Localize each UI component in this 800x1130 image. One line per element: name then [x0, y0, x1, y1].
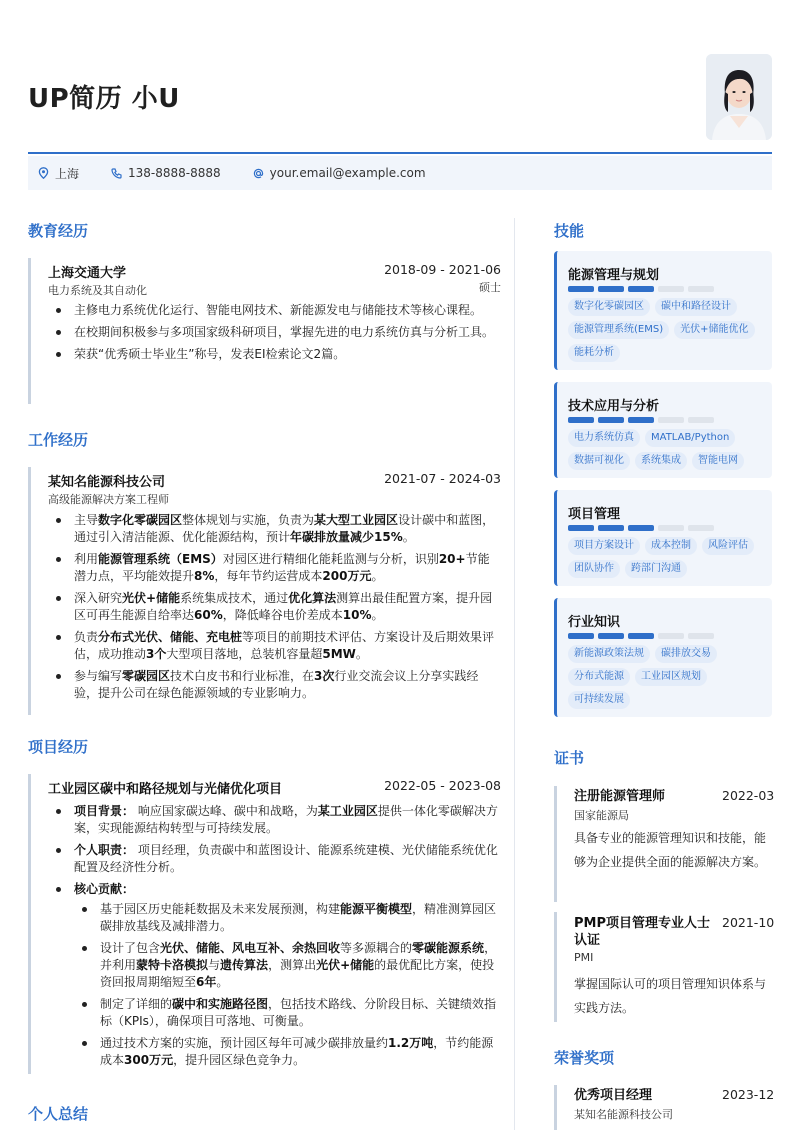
skill-level-segment	[598, 525, 624, 531]
project-background: 项目背景： 响应国家碳达峰、碳中和战略，为某工业园区提供一体化零碳解决方案，实现能源结构转型与可持续发展。	[48, 803, 501, 837]
project-contrib-item: 通过技术方案的实施，预计园区每年可减少碳排放量约1.2万吨，节约能源成本300万元，提升园区绿色竞争力。	[74, 1035, 501, 1069]
skill-tag: 系统集成	[635, 452, 687, 470]
project-entry-bar	[28, 774, 31, 1074]
skill-level-bars	[568, 525, 718, 531]
education-bullet: 主修电力系统优化运行、智能电网技术、新能源发电与储能技术等核心课程。	[48, 302, 501, 319]
project-title: 工业园区碳中和路径规划与光储优化项目	[48, 782, 283, 797]
skill-tag: 工业园区规划	[635, 668, 707, 686]
skill-tags	[568, 429, 768, 475]
skill-tag: 风险评估	[702, 537, 754, 555]
skill-tags	[568, 645, 768, 714]
certificate-desc: 掌握国际认可的项目管理知识体系与实践方法。	[574, 977, 767, 1015]
certificate-title: PMP项目管理专业人士认证	[574, 916, 710, 948]
project-contrib-label: 核心贡献：	[74, 882, 135, 896]
skill-tags	[568, 298, 768, 367]
avatar	[706, 54, 772, 140]
skill-card	[554, 382, 772, 478]
work-bullet: 负责分布式光伏、储能、充电桩等项目的前期技术评估、方案设计及后期效果评估，成功推动3个大型项目落地，总装机容量超5MW。	[48, 629, 501, 663]
skill-card	[554, 490, 772, 586]
resume-name: UP简历 小U	[28, 84, 180, 114]
skill-tag: 智能电网	[692, 452, 744, 470]
education-degree: 硕士	[479, 281, 501, 294]
skill-tags	[568, 537, 768, 583]
skill-tag: 成本控制	[645, 537, 697, 555]
work-date: 2021-07 - 2024-03	[384, 471, 501, 486]
certificate-desc: 具备专业的能源管理知识和技能，能够为企业提供全面的能源解决方案。	[574, 831, 767, 869]
project-bullets	[48, 803, 501, 1074]
section-title-summary: 个人总结	[28, 1105, 89, 1123]
skill-tag: MATLAB/Python	[645, 429, 735, 447]
skill-level-segment	[658, 286, 684, 292]
award-date: 2023-12	[722, 1087, 775, 1102]
work-bullet: 深入研究光伏+储能系统集成技术，通过优化算法测算出最佳配置方案，提升园区可再生能源自给率达60%，降低峰谷电价差成本10%。	[48, 590, 501, 624]
contact-email[interactable]	[253, 166, 426, 180]
contact-location	[38, 165, 79, 182]
contact-bar	[28, 156, 772, 190]
project-contrib-item: 基于园区历史能耗数据及未来发展预测，构建能源平衡模型，精准测算园区碳排放基线及减排潜力。	[74, 901, 501, 935]
skill-tag: 分布式能源	[568, 668, 630, 686]
award-org: 某知名能源科技公司	[574, 1108, 673, 1121]
skill-tag: 数据可视化	[568, 452, 630, 470]
work-entry-bar	[28, 467, 31, 715]
project-contrib-item: 设计了包含光伏、储能、风电互补、余热回收等多源耦合的零碳能源系统，并利用蒙特卡洛模拟与遗传算法，测算出光伏+储能的最优配比方案，使投资回报周期缩短至6年。	[74, 940, 501, 991]
skill-level-segment	[568, 525, 594, 531]
skill-level-segment	[658, 525, 684, 531]
skill-level-bars	[568, 286, 718, 292]
skill-level-segment	[628, 286, 654, 292]
skill-level-segment	[628, 633, 654, 639]
section-title-project: 项目经历	[28, 738, 89, 756]
skill-level-segment	[568, 286, 594, 292]
skill-tag: 可持续发展	[568, 691, 630, 709]
skill-level-segment	[688, 525, 714, 531]
skill-level-segment	[568, 417, 594, 423]
skill-level-segment	[628, 525, 654, 531]
certificate-bar	[554, 786, 557, 902]
education-entry-bar	[28, 258, 31, 404]
phone-icon	[111, 168, 122, 179]
skill-tag: 光伏+储能优化	[674, 321, 754, 339]
skill-tag: 碳排放交易	[655, 645, 717, 663]
certificate-bar	[554, 912, 557, 1022]
work-company: 某知名能源科技公司	[48, 475, 166, 490]
section-title-education: 教育经历	[28, 222, 89, 240]
skill-card	[554, 598, 772, 717]
project-contrib-list	[74, 901, 501, 1069]
education-bullet: 荣获“优秀硕士毕业生”称号，发表EI检索论文2篇。	[48, 346, 501, 363]
section-title-skills: 技能	[554, 222, 585, 240]
skill-tag: 新能源政策法规	[568, 645, 650, 663]
contact-email-text: your.email@example.com	[269, 166, 426, 180]
work-role: 高级能源解决方案工程师	[48, 493, 169, 506]
skill-tag: 碳中和路径设计	[655, 298, 737, 316]
education-school: 上海交通大学	[48, 266, 127, 281]
skill-level-segment	[598, 633, 624, 639]
section-title-certificates: 证书	[554, 749, 585, 767]
skill-tag: 项目方案设计	[568, 537, 640, 555]
certificate-org: PMI	[574, 951, 594, 964]
skill-card-title: 能源管理与规划	[568, 268, 660, 283]
skill-level-segment	[658, 633, 684, 639]
skill-tag: 电力系统仿真	[568, 429, 640, 447]
education-bullets	[48, 302, 501, 368]
award-bar	[554, 1085, 557, 1130]
project-contrib-item: 制定了详细的碳中和实施路径图，包括技术路线、分阶段目标、关键绩效指标（KPIs），确保项目可落地、可衡量。	[74, 996, 501, 1030]
certificate-title: 注册能源管理师	[574, 789, 666, 804]
certificate-date: 2022-03	[722, 788, 775, 803]
skill-level-segment	[688, 417, 714, 423]
section-title-work: 工作经历	[28, 431, 89, 449]
skill-tag: 能耗分析	[568, 344, 620, 362]
education-bullet: 在校期间积极参与多项国家级科研项目，掌握先进的电力系统仿真与分析工具。	[48, 324, 501, 341]
skill-level-segment	[658, 417, 684, 423]
skill-tag: 数字化零碳园区	[568, 298, 650, 316]
at-sign-icon	[253, 168, 264, 179]
certificate-org: 国家能源局	[574, 809, 629, 822]
skill-card-title: 项目管理	[568, 507, 621, 522]
project-duty: 个人职责： 项目经理，负责碳中和蓝图设计、能源系统建模、光伏储能系统优化配置及经济性分析。	[48, 842, 501, 876]
skill-tag: 能源管理系统(EMS)	[568, 321, 669, 339]
project-contributions	[48, 881, 501, 1069]
skill-level-segment	[688, 633, 714, 639]
certificate-date: 2021-10	[722, 915, 775, 930]
header-divider	[28, 152, 772, 154]
skill-level-segment	[598, 417, 624, 423]
location-pin-icon	[38, 167, 49, 179]
work-bullet: 主导数字化零碳园区整体规划与实施，负责为某大型工业园区设计碳中和蓝图，通过引入清洁能源、优化能源结构，预计年碳排放量减少15%。	[48, 512, 501, 546]
contact-location-text: 上海	[55, 166, 80, 181]
skill-card	[554, 251, 772, 370]
work-bullet: 利用能源管理系统（EMS）对园区进行精细化能耗监测与分析，识别20+节能潜力点，平均能效提升8%，每年节约运营成本200万元。	[48, 551, 501, 585]
skill-level-segment	[568, 633, 594, 639]
education-major: 电力系统及其自动化	[48, 284, 147, 297]
skill-level-segment	[598, 286, 624, 292]
column-divider	[514, 218, 515, 1130]
skill-card-title: 技术应用与分析	[568, 399, 660, 414]
skill-level-bars	[568, 633, 718, 639]
work-bullets	[48, 512, 501, 707]
work-bullet: 参与编写零碳园区技术白皮书和行业标准，在3次行业交流会议上分享实践经验，提升公司在绿色能源领域的专业影响力。	[48, 668, 501, 702]
skill-tag: 跨部门沟通	[625, 560, 687, 578]
skill-tag: 团队协作	[568, 560, 620, 578]
skill-card-title: 行业知识	[568, 615, 621, 630]
skill-level-bars	[568, 417, 718, 423]
skill-level-segment	[628, 417, 654, 423]
award-title: 优秀项目经理	[574, 1088, 653, 1103]
skill-level-segment	[688, 286, 714, 292]
section-title-awards: 荣誉奖项	[554, 1049, 615, 1067]
contact-phone[interactable]	[111, 166, 221, 180]
education-date: 2018-09 - 2021-06	[384, 262, 501, 277]
contact-phone-text: 138-8888-8888	[128, 166, 221, 180]
project-date: 2022-05 - 2023-08	[384, 778, 501, 793]
